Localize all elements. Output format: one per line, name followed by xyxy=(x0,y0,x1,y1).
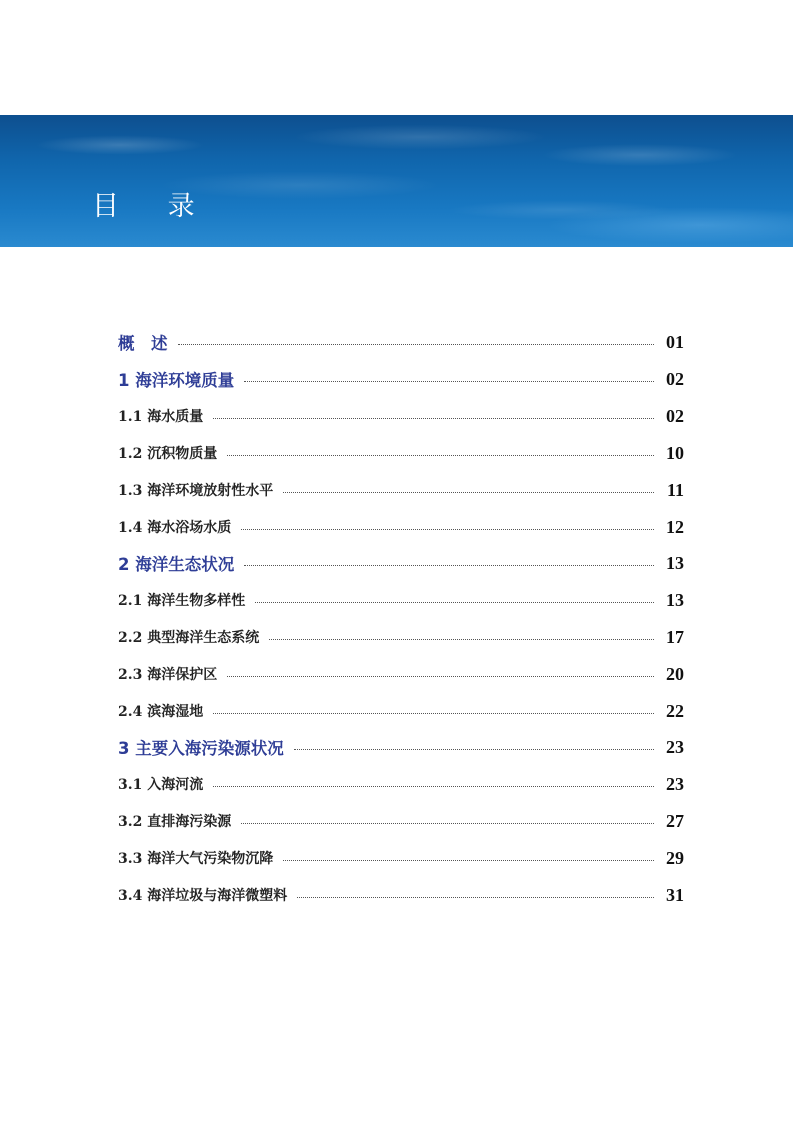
toc-page-number: 29 xyxy=(666,847,684,868)
toc-entry[interactable] xyxy=(118,476,684,504)
toc-entry[interactable] xyxy=(118,439,684,467)
dot-leader xyxy=(283,492,654,493)
dot-leader xyxy=(297,897,654,898)
toc-entry[interactable] xyxy=(118,549,684,577)
toc-entry-label: 3.2 直排海污染源 xyxy=(118,814,232,830)
toc-entry-label: 2.2 典型海洋生态系统 xyxy=(118,630,260,646)
toc-entry[interactable] xyxy=(118,586,684,614)
toc-entry[interactable] xyxy=(118,697,684,725)
toc-page-number: 31 xyxy=(666,884,684,905)
toc-entry[interactable] xyxy=(118,660,684,688)
toc-page-number: 12 xyxy=(666,516,684,537)
toc-page-number: 13 xyxy=(666,589,684,610)
toc-entry[interactable] xyxy=(118,402,684,430)
toc-entry[interactable] xyxy=(118,623,684,651)
toc-page-number: 22 xyxy=(666,700,684,721)
toc-page-number: 23 xyxy=(666,736,684,757)
dot-leader xyxy=(227,455,654,456)
toc-entry[interactable] xyxy=(118,733,684,761)
toc-entry-label: 1.3 海洋环境放射性水平 xyxy=(118,483,274,499)
toc-entry[interactable] xyxy=(118,844,684,872)
toc-entry-label: 1 海洋环境质量 xyxy=(118,371,235,390)
toc-page-number: 13 xyxy=(666,552,684,573)
toc-entry-label: 2.1 海洋生物多样性 xyxy=(118,593,246,609)
toc-entry-label: 2 海洋生态状况 xyxy=(118,555,235,574)
dot-leader xyxy=(269,639,654,640)
dot-leader xyxy=(294,749,654,750)
toc-entry[interactable] xyxy=(118,513,684,541)
dot-leader xyxy=(213,713,654,714)
toc-entry-label: 3.3 海洋大气污染物沉降 xyxy=(118,851,274,867)
dot-leader xyxy=(255,602,654,603)
toc-page-number: 17 xyxy=(666,626,684,647)
toc-page-number: 10 xyxy=(666,442,684,463)
dot-leader xyxy=(241,529,654,530)
toc-entry[interactable] xyxy=(118,365,684,393)
toc-page-number: 23 xyxy=(666,773,684,794)
toc-page-number: 11 xyxy=(666,479,684,500)
toc-entry[interactable] xyxy=(118,328,684,356)
page-title: 目 录 xyxy=(92,191,215,222)
toc-page-number: 02 xyxy=(666,368,684,389)
toc-entry-label: 2.3 海洋保护区 xyxy=(118,667,218,683)
toc-entry-label: 1.2 沉积物质量 xyxy=(118,446,218,462)
toc-entry-label: 1.4 海水浴场水质 xyxy=(118,520,232,536)
dot-leader xyxy=(178,344,655,345)
toc-entry-label: 概 述 xyxy=(118,334,168,353)
toc-entry-label: 3 主要入海污染源状况 xyxy=(118,739,284,758)
dot-leader xyxy=(244,381,654,382)
toc-page-number: 20 xyxy=(666,663,684,684)
toc-page-number: 01 xyxy=(666,331,684,352)
ocean-banner xyxy=(0,115,793,247)
dot-leader xyxy=(241,823,654,824)
toc-entry[interactable] xyxy=(118,807,684,835)
dot-leader xyxy=(244,565,654,566)
toc-entry-label: 3.1 入海河流 xyxy=(118,777,204,793)
toc-page-number: 27 xyxy=(666,810,684,831)
toc-page-number: 02 xyxy=(666,405,684,426)
toc-entry-label: 2.4 滨海湿地 xyxy=(118,704,204,720)
dot-leader xyxy=(213,418,654,419)
toc-entry-label: 3.4 海洋垃圾与海洋微塑料 xyxy=(118,888,288,904)
dot-leader xyxy=(227,676,654,677)
toc-entry-label: 1.1 海水质量 xyxy=(118,409,204,425)
toc-entry[interactable] xyxy=(118,881,684,909)
dot-leader xyxy=(213,786,654,787)
dot-leader xyxy=(283,860,654,861)
toc-entry[interactable] xyxy=(118,770,684,798)
